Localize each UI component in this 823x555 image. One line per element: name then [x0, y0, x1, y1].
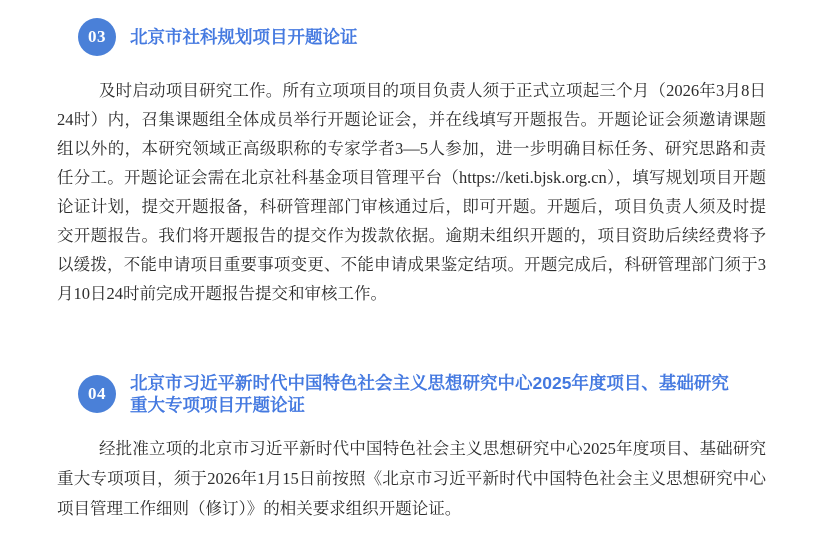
section-03-heading	[78, 18, 766, 56]
section-03-paragraph: 及时启动项目研究工作。所有立项项目的项目负责人须于正式立项起三个月（2026年3月8日24时）内，召集课题组全体成员举行开题论证会，并在线填写开题报告。开题论证会须邀请课题组以外的，本研究领域正高级职称的专家学者3—5人参加，进一步明确目标任务、研究思路和责任分工。开题论证会需在北京社科基金项目管理平台（https://keti.bjsk.org.cn），填写规划项目开题论证计划，提交开题报备，科研管理部门审核通过后，即可开题。开题后，项目负责人须及时提交开题报告。我们将开题报告的提交作为拨款依据。逾期未组织开题的，项目资助后续经费将予以缓拨，不能申请项目重要事项变更、不能申请成果鉴定结项。开题完成后，科研管理部门须于3月10日24时前完成开题报告提交和审核工作。	[57, 81, 766, 303]
section-04-heading	[78, 372, 766, 417]
section-03-number-badge: 03	[78, 18, 116, 56]
section-04-title: 北京市习近平新时代中国特色社会主义思想研究中心2025年度项目、基础研究重大专项项目开题论证	[130, 373, 729, 416]
section-04-number-badge: 04	[78, 375, 116, 413]
section-04-paragraph: 经批准立项的北京市习近平新时代中国特色社会主义思想研究中心2025年度项目、基础研究重大专项项目，须于2026年1月15日前按照《北京市习近平新时代中国特色社会主义思想研究中心项目管理工作细则（修订）》的相关要求组织开题论证。	[57, 438, 766, 518]
section-04	[0, 372, 823, 524]
section-03-title: 北京市社科规划项目开题论证	[130, 26, 358, 47]
